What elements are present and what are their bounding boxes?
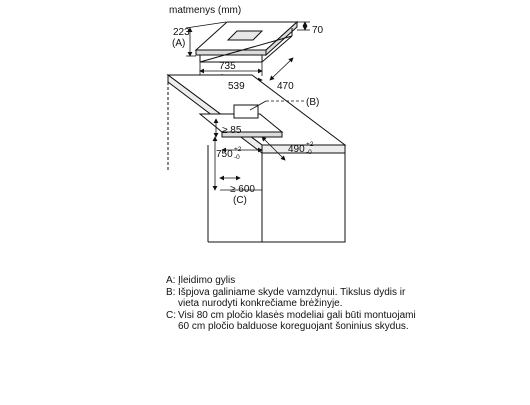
cabinet-side	[262, 153, 345, 242]
note-key: C:	[166, 309, 176, 321]
legend-notes	[166, 275, 416, 333]
note-text: Visi 80 cm pločio klasės modeliai gali būti montuojami 60 cm pločio balduose koreguojant šoninius skydus.	[178, 309, 416, 332]
diagram-title: matmenys (mm)	[169, 5, 242, 16]
marker-b: (B)	[306, 97, 320, 108]
back-panel-cutout	[234, 105, 258, 118]
note-key: A:	[166, 275, 176, 286]
dim-750: 750	[216, 149, 233, 160]
note-a	[166, 275, 416, 287]
dim-85: ≥ 85	[222, 125, 242, 136]
dim-470: 470	[277, 81, 294, 92]
marker-a: (A)	[172, 38, 186, 49]
note-key: B:	[166, 286, 176, 298]
dim-735: 735	[219, 61, 236, 72]
marker-c: (C)	[233, 195, 247, 206]
dim-750-tolerance-minus: -0	[234, 154, 240, 161]
dim-600: ≥ 600	[230, 184, 255, 195]
note-c	[166, 310, 416, 333]
dim-490: 490	[288, 144, 305, 155]
dim-70: 70	[312, 25, 324, 36]
note-b	[166, 287, 416, 310]
note-text: Įleidimo gylis	[178, 275, 236, 286]
dim-490-tolerance-minus: -0	[306, 149, 312, 156]
note-text: Išpjova galiniame skyde vamzdynui. Tikslus dydis ir vieta nurodyti konkrečiame brėžinyje.	[178, 286, 406, 309]
hob-drawing	[196, 22, 297, 62]
dim-223: 223	[173, 27, 190, 38]
dim-750-tolerance-plus: +2	[234, 146, 242, 153]
dim-490-tolerance-plus: +2	[306, 141, 314, 148]
dim-539: 539	[228, 81, 245, 92]
